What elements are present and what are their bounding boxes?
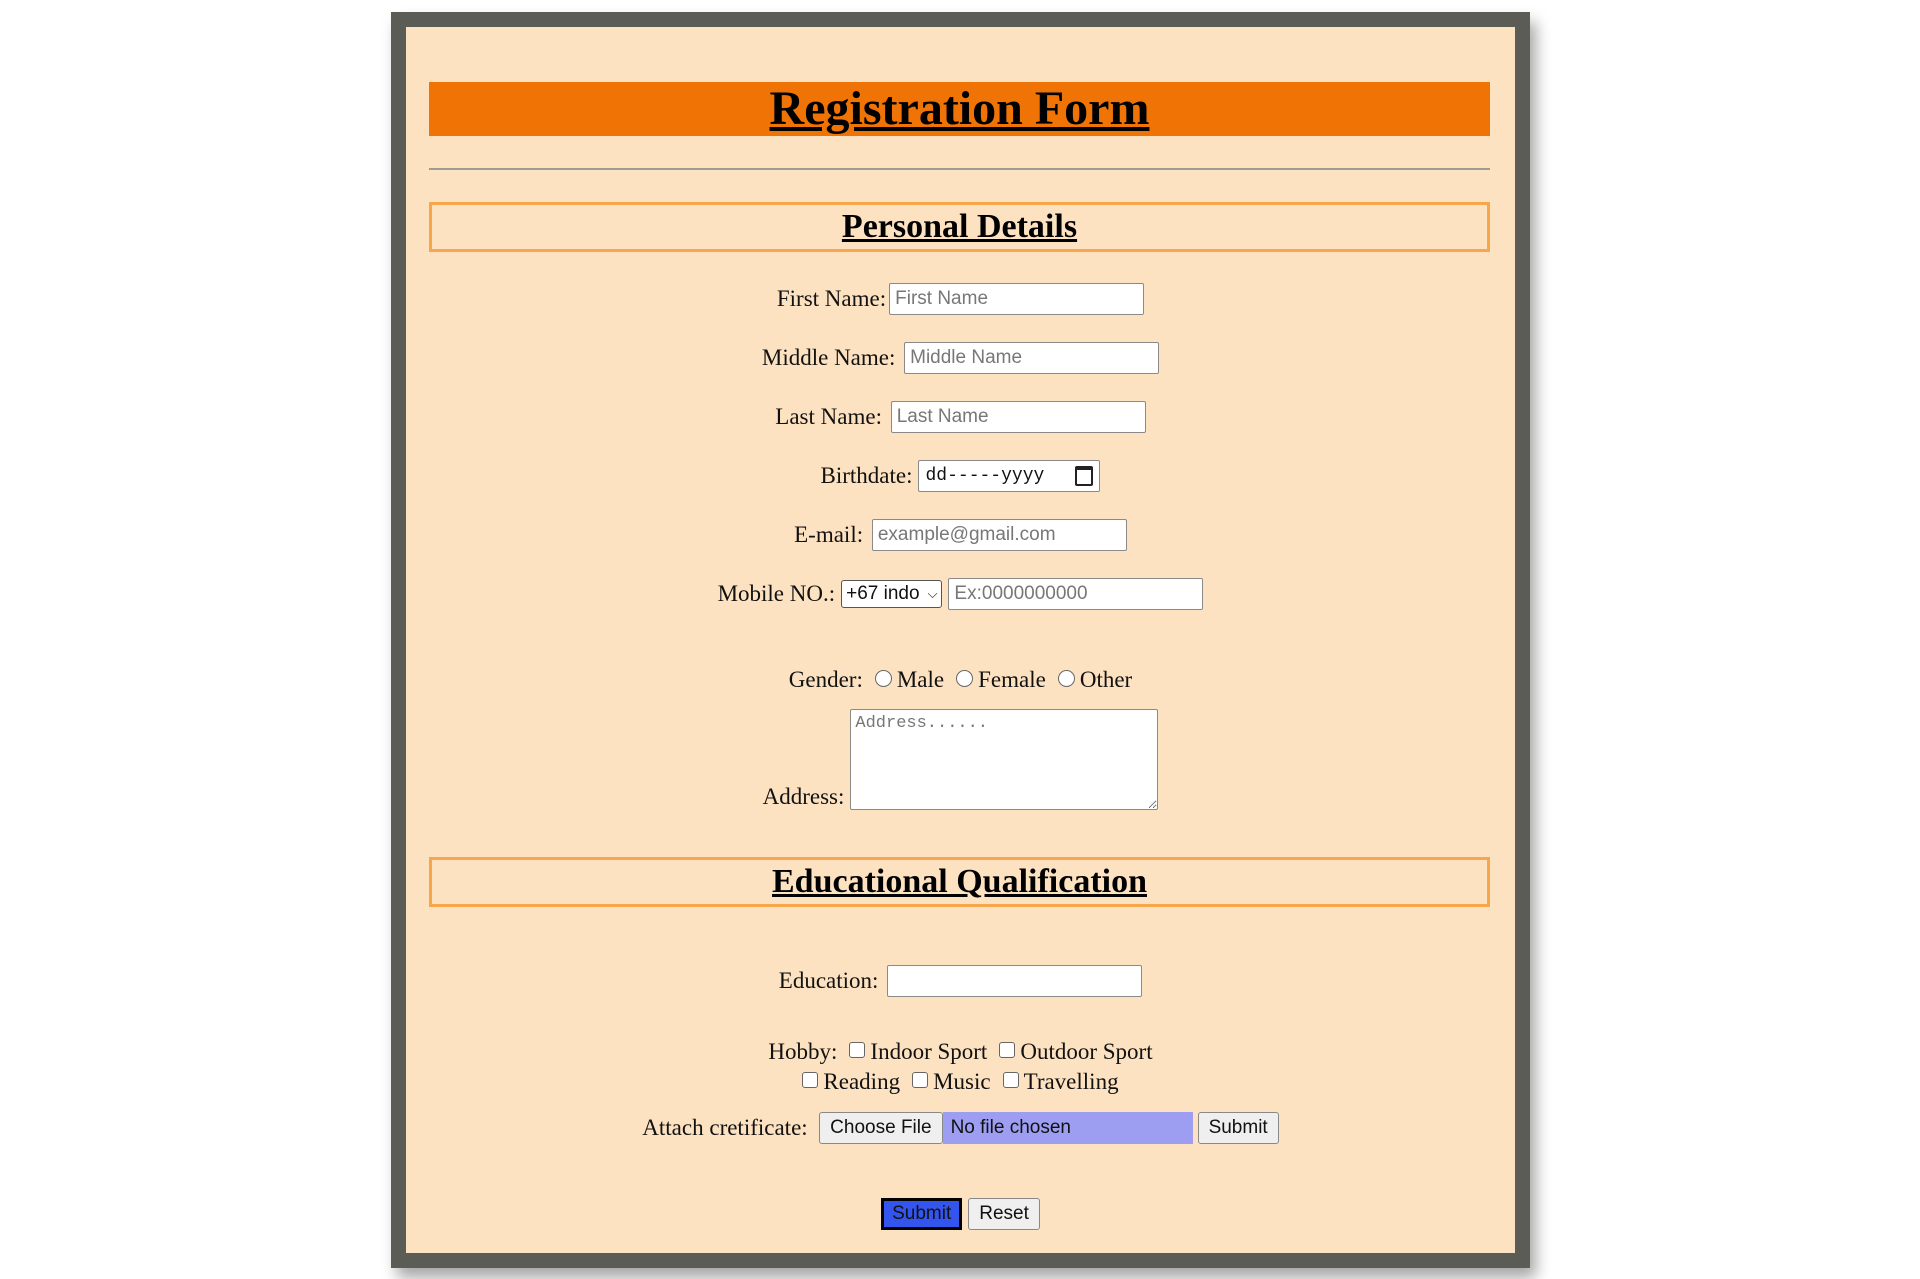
mobile-input[interactable] <box>948 578 1203 610</box>
hobby-travelling-label[interactable]: Travelling <box>1023 1069 1119 1094</box>
hobby-reading-label[interactable]: Reading <box>823 1069 901 1094</box>
email-label: E-mail: <box>794 522 864 547</box>
address-row <box>406 709 1515 810</box>
first-name-input[interactable] <box>889 283 1144 315</box>
middle-name-row <box>406 342 1515 374</box>
address-label: Address: <box>762 784 845 809</box>
hobby-outdoor-checkbox[interactable] <box>999 1042 1015 1058</box>
calendar-icon[interactable] <box>1075 466 1093 486</box>
email-row <box>406 519 1515 551</box>
hobby-reading-checkbox[interactable] <box>802 1072 818 1088</box>
education-row <box>406 965 1515 997</box>
mobile-row <box>406 578 1515 610</box>
hobby-travelling-checkbox[interactable] <box>1003 1072 1019 1088</box>
education-label: Education: <box>778 968 879 993</box>
last-name-label: Last Name: <box>775 404 882 429</box>
choose-file-button[interactable]: Choose File <box>819 1112 942 1144</box>
birthdate-input[interactable] <box>918 460 1100 492</box>
section-heading: Educational Qualification <box>772 863 1147 900</box>
gender-label: Gender: <box>788 667 863 692</box>
hobby-row <box>406 1039 1515 1065</box>
upload-submit-button[interactable]: Submit <box>1198 1112 1279 1144</box>
registration-form-container <box>391 12 1530 1268</box>
hobby-outdoor-label[interactable]: Outdoor Sport <box>1020 1039 1153 1064</box>
actions-row <box>406 1198 1515 1230</box>
reset-button[interactable]: Reset <box>968 1198 1040 1230</box>
gender-other-radio[interactable] <box>1058 670 1075 687</box>
header-banner <box>429 82 1490 136</box>
hobby-music-checkbox[interactable] <box>912 1072 928 1088</box>
last-name-input[interactable] <box>891 401 1146 433</box>
gender-female-radio[interactable] <box>956 670 973 687</box>
gender-male-radio[interactable] <box>875 670 892 687</box>
education-section <box>429 857 1490 907</box>
email-input[interactable] <box>872 519 1127 551</box>
gender-female-label[interactable]: Female <box>978 667 1046 692</box>
attach-label: Attach cretificate: <box>642 1115 808 1140</box>
gender-other-label[interactable]: Other <box>1079 667 1133 692</box>
attach-row <box>406 1112 1515 1144</box>
last-name-row <box>406 401 1515 433</box>
gender-row <box>406 664 1515 696</box>
middle-name-label: Middle Name: <box>761 345 896 370</box>
education-input[interactable] <box>887 965 1142 997</box>
gender-male-label[interactable]: Male <box>896 667 945 692</box>
first-name-row <box>406 283 1515 315</box>
first-name-label: First Name: <box>776 286 887 311</box>
submit-button[interactable]: Submit <box>881 1198 962 1230</box>
file-status: No file chosen <box>943 1112 1193 1144</box>
hobby-indoor-label[interactable]: Indoor Sport <box>870 1039 988 1064</box>
country-code-value: +67 indo <box>846 583 920 604</box>
hobby-label: Hobby: <box>768 1039 838 1064</box>
hobby-music-label[interactable]: Music <box>933 1069 991 1094</box>
section-heading: Personal Details <box>841 208 1078 245</box>
birthdate-label: Birthdate: <box>820 463 913 488</box>
divider <box>429 168 1490 170</box>
mobile-label: Mobile NO.: <box>717 581 836 606</box>
hobby-indoor-checkbox[interactable] <box>849 1042 865 1058</box>
hobby-row-2 <box>406 1069 1515 1095</box>
page-title: Registration Form <box>769 82 1150 135</box>
middle-name-input[interactable] <box>904 342 1159 374</box>
chevron-down-icon: ⌵ <box>927 586 938 601</box>
birthdate-value: dd-----yyyy <box>925 466 1045 486</box>
address-textarea[interactable] <box>850 709 1158 810</box>
birthdate-row <box>406 460 1515 492</box>
country-code-select[interactable] <box>841 580 942 608</box>
personal-details-section <box>429 202 1490 252</box>
